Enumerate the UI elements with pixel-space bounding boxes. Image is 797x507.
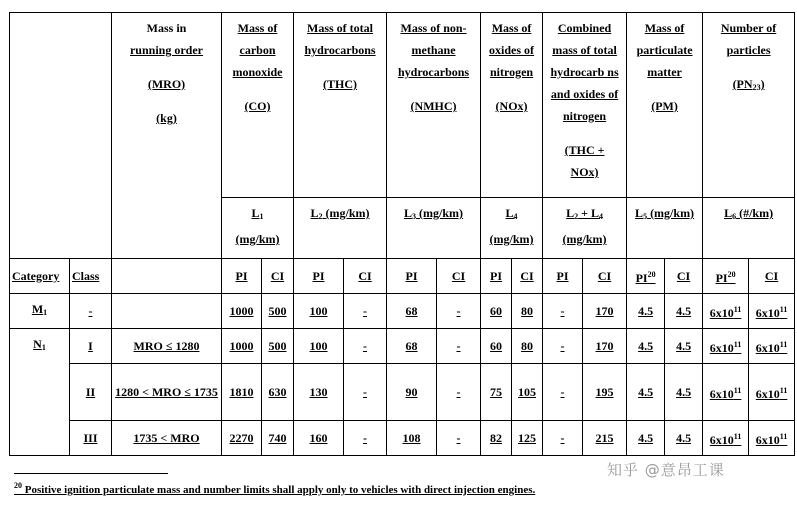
pi-header: PI	[543, 259, 583, 294]
pn-value-cell: $6x10^{11}$	[749, 294, 795, 329]
value-cell: 100	[294, 294, 344, 329]
value-cell: 4.5	[665, 421, 703, 456]
value-cell: 90	[387, 364, 437, 421]
pn-value-cell: $6x10^{11}$	[703, 421, 749, 456]
value-cell: 80	[512, 294, 543, 329]
table-row	[10, 421, 795, 456]
limit-l1: $L_1$ (mg/km)	[222, 198, 294, 259]
empty-corner-cell	[10, 13, 112, 259]
table-row	[10, 364, 795, 421]
pi-header: PI	[481, 259, 512, 294]
value-cell: 170	[583, 329, 627, 364]
header-nox: Mass of oxides of nitrogen (NOx)	[481, 13, 543, 198]
value-cell: 4.5	[627, 329, 665, 364]
ci-header: CI	[665, 259, 703, 294]
value-cell: 130	[294, 364, 344, 421]
value-cell: 108	[387, 421, 437, 456]
class-cell: II	[70, 364, 112, 421]
header-mro: Mass in running order (MRO) (kg)	[112, 13, 222, 259]
limit-l4: $L_4$ (mg/km)	[481, 198, 543, 259]
pn-value-cell: $6x10^{11}$	[703, 329, 749, 364]
header-thc: Mass of total hydrocarbons (THC)	[294, 13, 387, 198]
value-cell: 1810	[222, 364, 262, 421]
pi-header: PI	[294, 259, 344, 294]
value-cell: -	[437, 329, 481, 364]
pn-value-cell: $6x10^{11}$	[703, 294, 749, 329]
value-cell: -	[437, 421, 481, 456]
value-cell: 740	[262, 421, 294, 456]
value-cell: -	[437, 294, 481, 329]
pn-value-cell: $6x10^{11}$	[749, 421, 795, 456]
pi-footnoted-header: PI$^{20}$	[627, 259, 665, 294]
pn-value-cell: $6x10^{11}$	[749, 329, 795, 364]
value-cell: -	[543, 294, 583, 329]
value-cell: 4.5	[665, 329, 703, 364]
value-cell: 75	[481, 364, 512, 421]
value-cell: 125	[512, 421, 543, 456]
ci-header: CI	[749, 259, 795, 294]
ci-header: CI	[437, 259, 481, 294]
value-cell: 500	[262, 294, 294, 329]
class-cell: I	[70, 329, 112, 364]
value-cell: 1000	[222, 329, 262, 364]
value-cell: 4.5	[665, 364, 703, 421]
value-cell: 500	[262, 329, 294, 364]
header-co: Mass of carbon monoxide (CO)	[222, 13, 294, 198]
pi-header: PI	[387, 259, 437, 294]
value-cell: 630	[262, 364, 294, 421]
value-cell: 68	[387, 294, 437, 329]
value-cell: -	[344, 364, 387, 421]
class-cell: III	[70, 421, 112, 456]
ci-header: CI	[583, 259, 627, 294]
pn-value-cell: $6x10^{11}$	[703, 364, 749, 421]
value-cell: 100	[294, 329, 344, 364]
limit-l3: $L_3$ (mg/km)	[387, 198, 481, 259]
value-cell: 160	[294, 421, 344, 456]
header-row-ignition	[10, 259, 795, 294]
mro-cell	[112, 294, 222, 329]
class-cell: -	[70, 294, 112, 329]
value-cell: -	[344, 294, 387, 329]
value-cell: 80	[512, 329, 543, 364]
value-cell: -	[543, 329, 583, 364]
footnote-divider	[14, 473, 168, 474]
table-row	[10, 294, 795, 329]
value-cell: 170	[583, 294, 627, 329]
mro-cell: 1280 < MRO ≤ 1735	[112, 364, 222, 421]
value-cell: 68	[387, 329, 437, 364]
value-cell: -	[543, 421, 583, 456]
limit-l6: $L_6$ (#/km)	[703, 198, 795, 259]
mro-cell: 1735 < MRO	[112, 421, 222, 456]
ci-header: CI	[512, 259, 543, 294]
value-cell: 1000	[222, 294, 262, 329]
category-cell: $M_1$	[10, 294, 70, 329]
pn-value-cell: $6x10^{11}$	[749, 364, 795, 421]
mro-subheader	[112, 259, 222, 294]
value-cell: 215	[583, 421, 627, 456]
emission-limits-table	[9, 12, 795, 456]
pi-header: PI	[222, 259, 262, 294]
limit-l2: $L_2$ (mg/km)	[294, 198, 387, 259]
header-thc-nox: Combined mass of total hydrocarb ns and oxides of nitrogen (THC + NOx)	[543, 13, 627, 198]
value-cell: 4.5	[627, 364, 665, 421]
header-row-pollutants	[10, 13, 795, 198]
header-pn: Number of particles $(PN_{23})$	[703, 13, 795, 198]
value-cell: -	[437, 364, 481, 421]
value-cell: 105	[512, 364, 543, 421]
value-cell: -	[344, 421, 387, 456]
value-cell: 2270	[222, 421, 262, 456]
class-header: Class	[70, 259, 112, 294]
mro-cell: MRO ≤ 1280	[112, 329, 222, 364]
limit-l2-plus-l4: $L_2 + L_4$ (mg/km)	[543, 198, 627, 259]
value-cell: 4.5	[627, 294, 665, 329]
header-pm: Mass of particulate matter (PM)	[627, 13, 703, 198]
watermark: 知乎 @意昂工课	[607, 461, 725, 479]
value-cell: -	[543, 364, 583, 421]
value-cell: 4.5	[627, 421, 665, 456]
limit-l5: $L_5$ (mg/km)	[627, 198, 703, 259]
value-cell: 4.5	[665, 294, 703, 329]
ci-header: CI	[262, 259, 294, 294]
ci-header: CI	[344, 259, 387, 294]
value-cell: 60	[481, 329, 512, 364]
value-cell: 195	[583, 364, 627, 421]
value-cell: 82	[481, 421, 512, 456]
category-cell: $N_1$	[10, 329, 70, 456]
value-cell: 60	[481, 294, 512, 329]
footnote: $^{20}$ Positive ignition particulate mass and number limits shall apply only to vehicles with direct injection engines.	[14, 481, 536, 496]
header-nmhc: Mass of non- methane hydrocarbons (NMHC)	[387, 13, 481, 198]
pi-footnoted-header: PI$^{20}$	[703, 259, 749, 294]
category-header: Category	[10, 259, 70, 294]
table-row	[10, 329, 795, 364]
value-cell: -	[344, 329, 387, 364]
